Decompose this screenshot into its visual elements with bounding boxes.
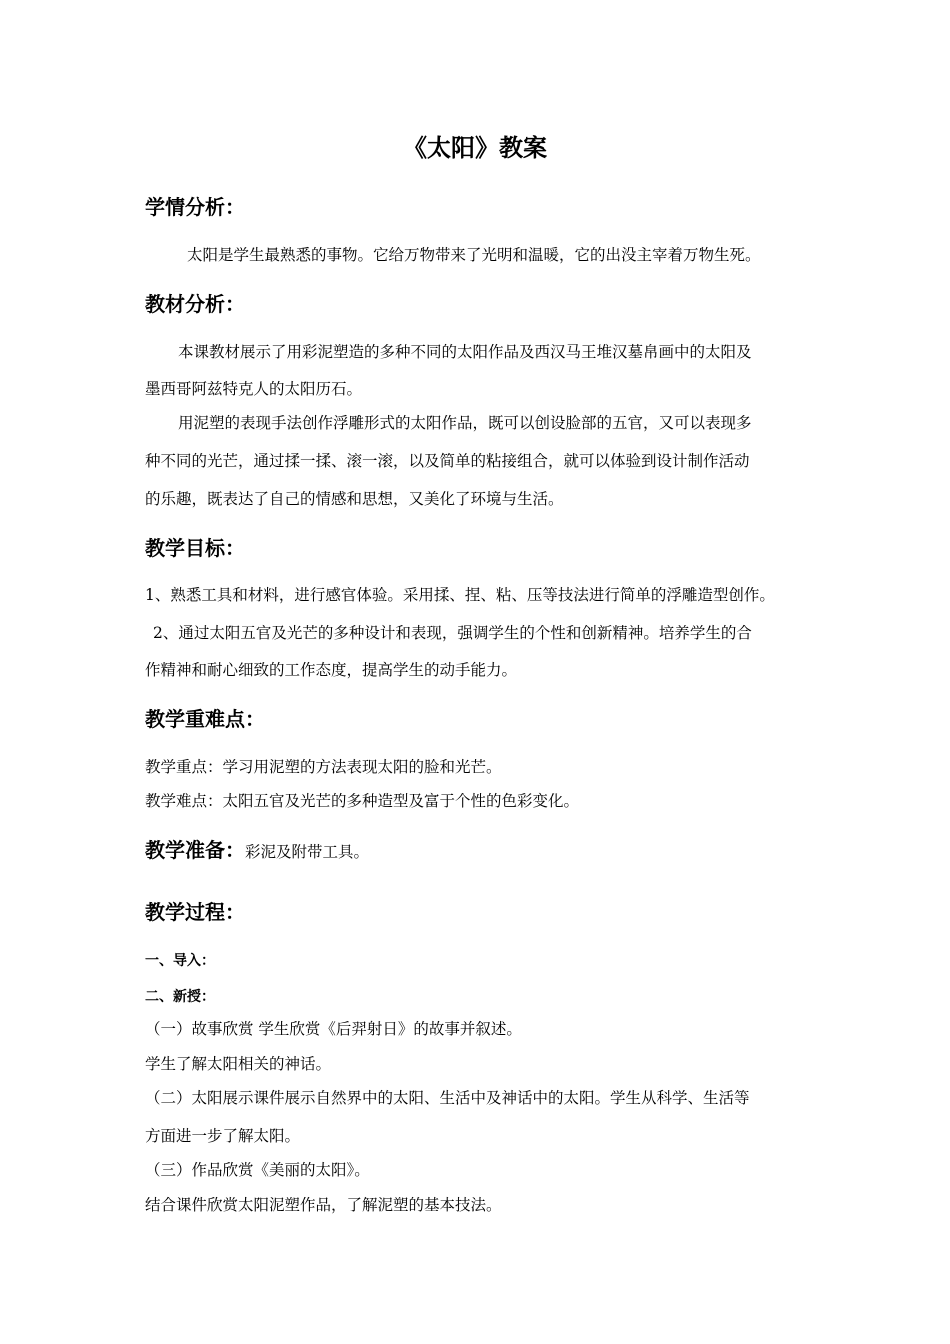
paragraph-line: 结合课件欣赏太阳泥塑作品，了解泥塑的基本技法。 [145,1196,502,1214]
paragraph-line: 的乐趣，既表达了自己的情感和思想，又美化了环境与生活。 [145,490,564,508]
paragraph-line: 方面进一步了解太阳。 [145,1127,301,1145]
heading-prep-label: 教学准备： [145,838,245,862]
paragraph-line: 作精神和耐心细致的工作态度，提高学生的动手能力。 [145,661,518,679]
paragraph-line: （二）太阳展示课件展示自然界中的太阳、生活中及神话中的太阳。学生从科学、生活等 [145,1089,750,1107]
paragraph-line: 用泥塑的表现手法创作浮雕形式的太阳作品，既可以创设脸部的五官，又可以表现多 [178,414,752,432]
step-new: 二、新授： [145,989,215,1005]
paragraph-line: 本课教材展示了用彩泥塑造的多种不同的太阳作品及西汉马王堆汉墓帛画中的太阳及 [178,343,752,361]
heading-analysis: 学情分析： [145,195,245,219]
paragraph-line: 2、通过太阳五官及光芒的多种设计和表现，强调学生的个性和创新精神。培养学生的合 [153,624,752,642]
paragraph-line: 1、熟悉工具和材料，进行感官体验。采用揉、捏、粘、压等技法进行简单的浮雕造型创作。 [145,586,775,604]
heading-prep [145,837,369,865]
heading-goals: 教学目标： [145,536,245,560]
paragraph-line: 教学难点：太阳五官及光芒的多种造型及富于个性的色彩变化。 [145,792,580,810]
prep-text: 彩泥及附带工具。 [245,843,370,861]
paragraph-line: （三）作品欣赏《美丽的太阳》。 [145,1161,370,1179]
paragraph-line: 墨西哥阿兹特克人的太阳历石。 [145,380,363,398]
paragraph-line: 种不同的光芒，通过揉一揉、滚一滚，以及简单的粘接组合，就可以体验到设计制作活动 [145,452,750,470]
document-title: 《太阳》教案 [403,134,547,162]
heading-process: 教学过程： [145,900,245,924]
step-intro: 一、导入： [145,953,215,969]
heading-material: 教材分析： [145,292,245,316]
heading-keypoints: 教学重难点： [145,707,265,731]
paragraph-line: 太阳是学生最熟悉的事物。它给万物带来了光明和温暖，它的出没主宰着万物生死。 [187,246,761,264]
paragraph-line: （一）故事欣赏 学生欣赏《后羿射日》的故事并叙述。 [145,1020,522,1038]
paragraph-line: 学生了解太阳相关的神话。 [145,1055,332,1073]
paragraph-line: 教学重点：学习用泥塑的方法表现太阳的脸和光芒。 [145,758,502,776]
